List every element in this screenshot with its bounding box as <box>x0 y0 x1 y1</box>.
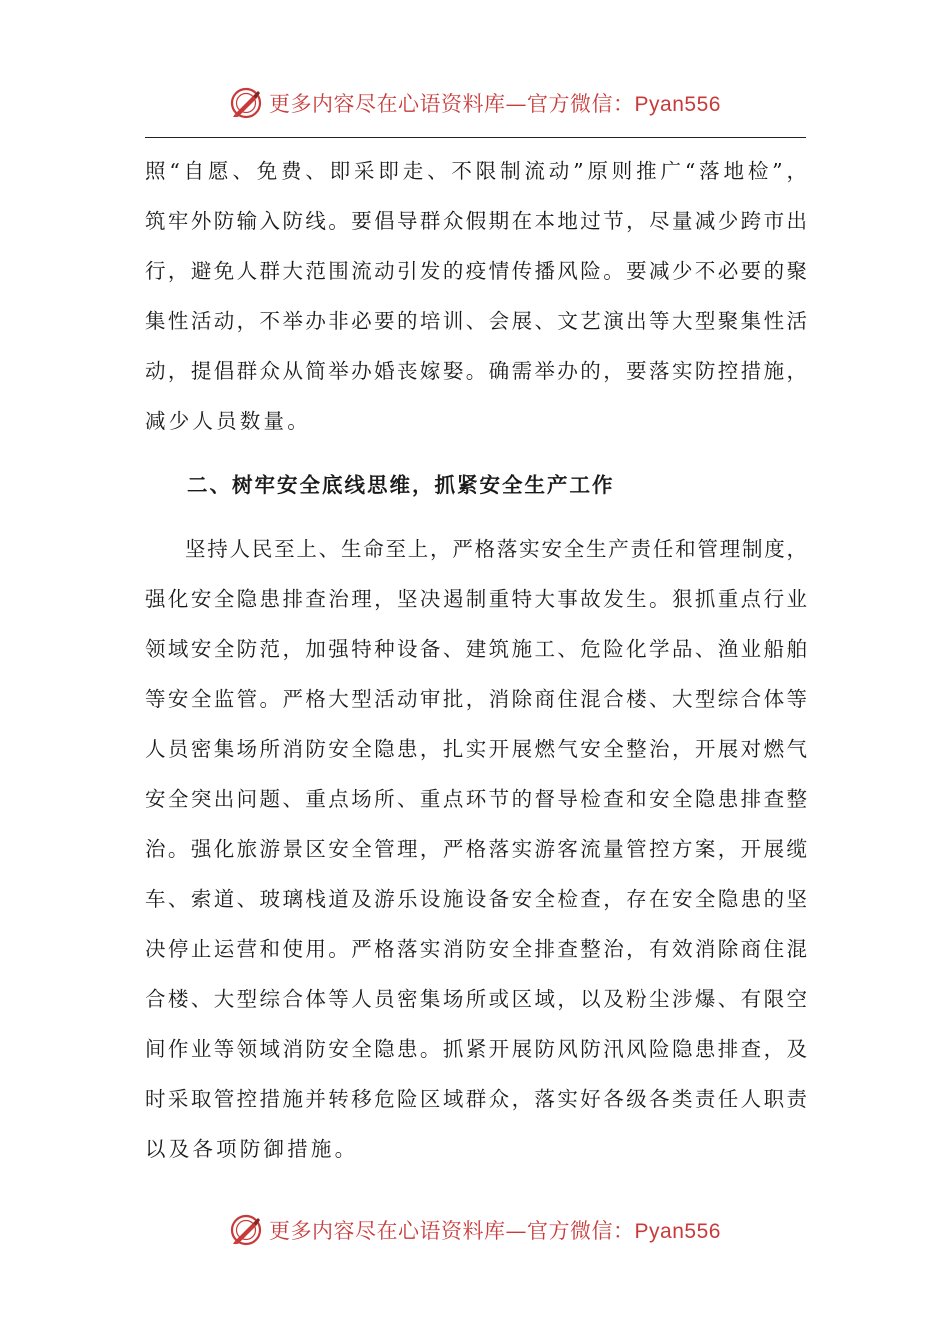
text-line: 强化安全隐患排查治理，坚决遏制重特大事故发生。狠抓重点行业 <box>145 587 807 611</box>
section-heading: 二、树牢安全底线思维，抓紧安全生产工作 <box>187 473 615 497</box>
text-line: 人员密集场所消防安全隐患，扎实开展燃气安全整治，开展对燃气 <box>145 737 807 761</box>
text-line: 治。强化旅游景区安全管理，严格落实游客流量管控方案，开展缆 <box>145 837 807 861</box>
footer-wechat-id: Pyan556 <box>634 1220 721 1243</box>
text-line: 减少人员数量。 <box>145 409 311 433</box>
pen-circle-logo-icon <box>229 86 263 120</box>
text-line: 间作业等领域消防安全隐患。抓紧开展防风防汛风险隐患排查，及 <box>145 1037 807 1061</box>
pen-circle-logo-icon <box>229 1213 263 1247</box>
paragraph-2 <box>145 524 807 1174</box>
text-line: 行，避免人群大范围流动引发的疫情传播风险。要减少不必要的聚 <box>145 259 807 283</box>
text-line: 等安全监管。严格大型活动审批，消除商住混合楼、大型综合体等 <box>145 687 807 711</box>
text-line: 照“自愿、免费、即采即走、不限制流动”原则推广“落地检”， <box>145 159 807 183</box>
text-line: 安全突出问题、重点场所、重点环节的督导检查和安全隐患排查整 <box>145 787 807 811</box>
text-line: 集性活动，不举办非必要的培训、会展、文艺演出等大型聚集性活 <box>145 309 807 333</box>
text-line: 动，提倡群众从简举办婚丧嫁娶。确需举办的，要落实防控措施， <box>145 359 807 383</box>
page-footer-banner <box>0 1205 950 1255</box>
text-line: 筑牢外防输入防线。要倡导群众假期在本地过节，尽量减少跨市出 <box>145 209 807 233</box>
header-banner-text: 更多内容尽在心语资料库—官方微信：Pyan556 <box>269 92 721 116</box>
text-line: 以及各项防御措施。 <box>145 1137 359 1161</box>
text-line: 车、索道、玻璃栈道及游乐设施设备安全检查，存在安全隐患的坚 <box>145 887 807 911</box>
page-header-banner <box>0 78 950 128</box>
header-wechat-id: Pyan556 <box>634 93 721 116</box>
text-line: 时采取管控措施并转移危险区域群众，落实好各级各类责任人职责 <box>145 1087 807 1111</box>
document-body <box>145 146 807 1174</box>
text-line: 决停止运营和使用。严格落实消防安全排查整治，有效消除商住混 <box>145 937 807 961</box>
footer-banner-text: 更多内容尽在心语资料库—官方微信：Pyan556 <box>269 1219 721 1243</box>
text-line: 合楼、大型综合体等人员密集场所或区域，以及粉尘涉爆、有限空 <box>145 987 807 1011</box>
header-divider <box>145 137 806 138</box>
text-line: 坚持人民至上、生命至上，严格落实安全生产责任和管理制度， <box>185 537 807 561</box>
paragraph-1 <box>145 146 807 446</box>
text-line: 领域安全防范，加强特种设备、建筑施工、危险化学品、渔业船舶 <box>145 637 807 661</box>
